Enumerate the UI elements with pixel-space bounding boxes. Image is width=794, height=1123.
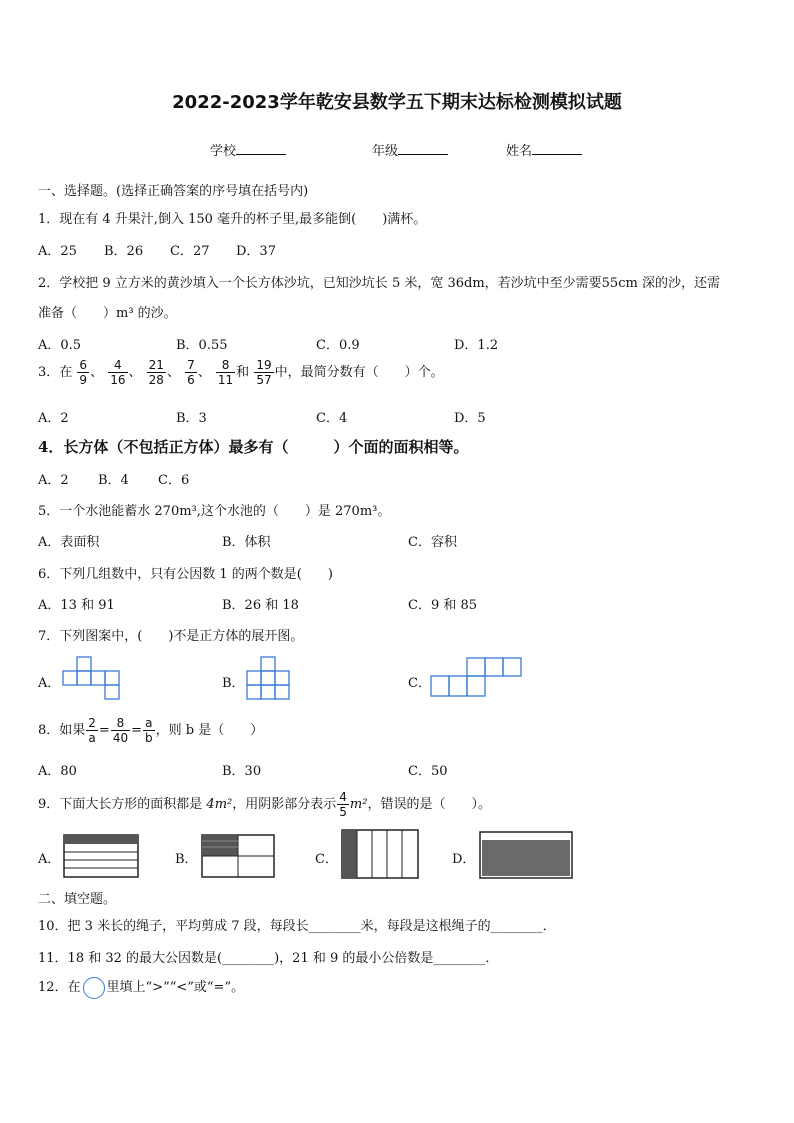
q8-option-a: A．80 [38,764,77,779]
shaded-rectangle-c [340,828,420,880]
page-title: 2022-2023学年乾安县数学五下期末达标检测模拟试题 [172,92,622,113]
name-field: 姓名 [506,140,582,159]
q1-option-c: C．27 [170,244,210,259]
shaded-rectangle-a [62,833,140,881]
question-4: 4．长方体（不包括正方体）最多有（ ）个面的面积相等。 [38,438,469,456]
q9-option-d: D． [452,852,476,867]
q7-option-b: B． [222,676,245,691]
q1-option-d: D．37 [236,244,276,259]
q2-option-c: C．0.9 [316,338,360,353]
cube-net-b [246,656,294,702]
q7-option-c: C． [408,676,431,691]
fraction: $\frac{8}{40}$ [112,716,129,745]
section-choice-heading: 一、选择题。(选择正确答案的序号填在括号内) [38,184,309,199]
q5-option-c: C．容积 [408,535,457,550]
q7-option-a: A． [38,676,61,691]
q3-option-a: A．2 [38,411,69,426]
question-10: 10．把 3 米长的绳子，平均剪成 7 段，每段长________米，每段是这根绳子的________． [38,919,556,934]
question-7: 7．下列图案中，( )不是正方体的展开图。 [38,629,304,644]
q5-option-a: A．表面积 [38,535,100,550]
question-3: 3．在 $\frac{6}{9}$ 、 $\frac{4}{16}$ 、 $\frac{21}{28}$ 、 $\frac{7}{6}$ 、 $\frac{8}{11}$ 和 $\frac{19}{57}$ 中，最简分数有（ ）个。 [38,358,444,387]
fraction: $\frac{6}{9}$ [79,358,88,387]
q8-option-b: B．30 [222,764,262,779]
fraction: $\frac{8}{11}$ [217,358,234,387]
fraction: $\frac{19}{57}$ [256,358,272,387]
q6-option-c: C．9 和 85 [408,598,478,613]
fraction: $\frac{2}{a}$ [88,716,96,745]
fraction: $\frac{4}{5}$ [339,790,347,819]
q6-option-b: B．26 和 18 [222,598,299,613]
q6-option-a: A．13 和 91 [38,598,115,613]
question-12: 12．在 里填上“>”“<”或“=”。 [38,976,244,999]
question-1: 1．现在有 4 升果汁,倒入 150 毫升的杯子里,最多能倒( )满杯。 [38,212,427,227]
question-6: 6．下列几组数中，只有公因数 1 的两个数是( ) [38,567,333,582]
question-2-line-1: 2．学校把 9 立方米的黄沙填入一个长方体沙坑，已知沙坑长 5 米，宽 36dm，若沙坑中至少需要55cm 深的沙，还需 [38,276,720,291]
fraction: $\frac{4}{16}$ [110,358,126,387]
q1-option-a: A．25 [38,244,77,259]
cube-net-c [430,656,524,702]
q5-option-b: B．体积 [222,535,271,550]
q9-option-b: B． [175,852,198,867]
q2-option-b: B．0.55 [176,338,228,353]
q3-option-d: D．5 [454,411,486,426]
q1-option-b: B．26 [104,244,144,259]
section-fill-heading: 二、填空题。 [38,892,117,907]
question-11: 11．18 和 32 的最大公因数是(________)，21 和 9 的最小公倍数是________． [38,951,499,966]
fraction: $\frac{21}{28}$ [148,358,164,387]
q4-option-c: C．6 [158,473,190,488]
fraction: $\frac{7}{6}$ [187,358,195,387]
q9-option-a: A． [38,852,61,867]
shaded-rectangle-b [200,833,276,881]
q8-option-c: C．50 [408,764,448,779]
school-field: 学校 [210,140,286,159]
q9-option-c: C． [315,852,338,867]
question-9: 9．下面大长方形的面积都是 4m²，用阴影部分表示 $\frac{4}{5}$ m²，错误的是（ ）。 [38,790,491,819]
fraction: $\frac{a}{b}$ [145,716,153,745]
q2-option-a: A．0.5 [38,338,82,353]
cube-net-a [62,656,124,702]
circle-icon [83,977,105,999]
question-5: 5．一个水池能蓄水 270m³,这个水池的（ ）是 270m³。 [38,504,391,519]
q2-option-d: D．1.2 [454,338,499,353]
q4-option-a: A．2 [38,473,69,488]
q3-option-c: C．4 [316,411,348,426]
q3-option-b: B．3 [176,411,207,426]
shaded-rectangle-d [478,830,574,882]
q4-option-b: B．4 [98,473,129,488]
question-8: 8．如果 $\frac{2}{a}$ = $\frac{8}{40}$ = $\frac{a}{b}$ ，则 b 是（ ） [38,716,264,745]
question-2-line-2: 准备（ ）m³ 的沙。 [38,306,177,321]
grade-field: 年级 [372,140,448,159]
